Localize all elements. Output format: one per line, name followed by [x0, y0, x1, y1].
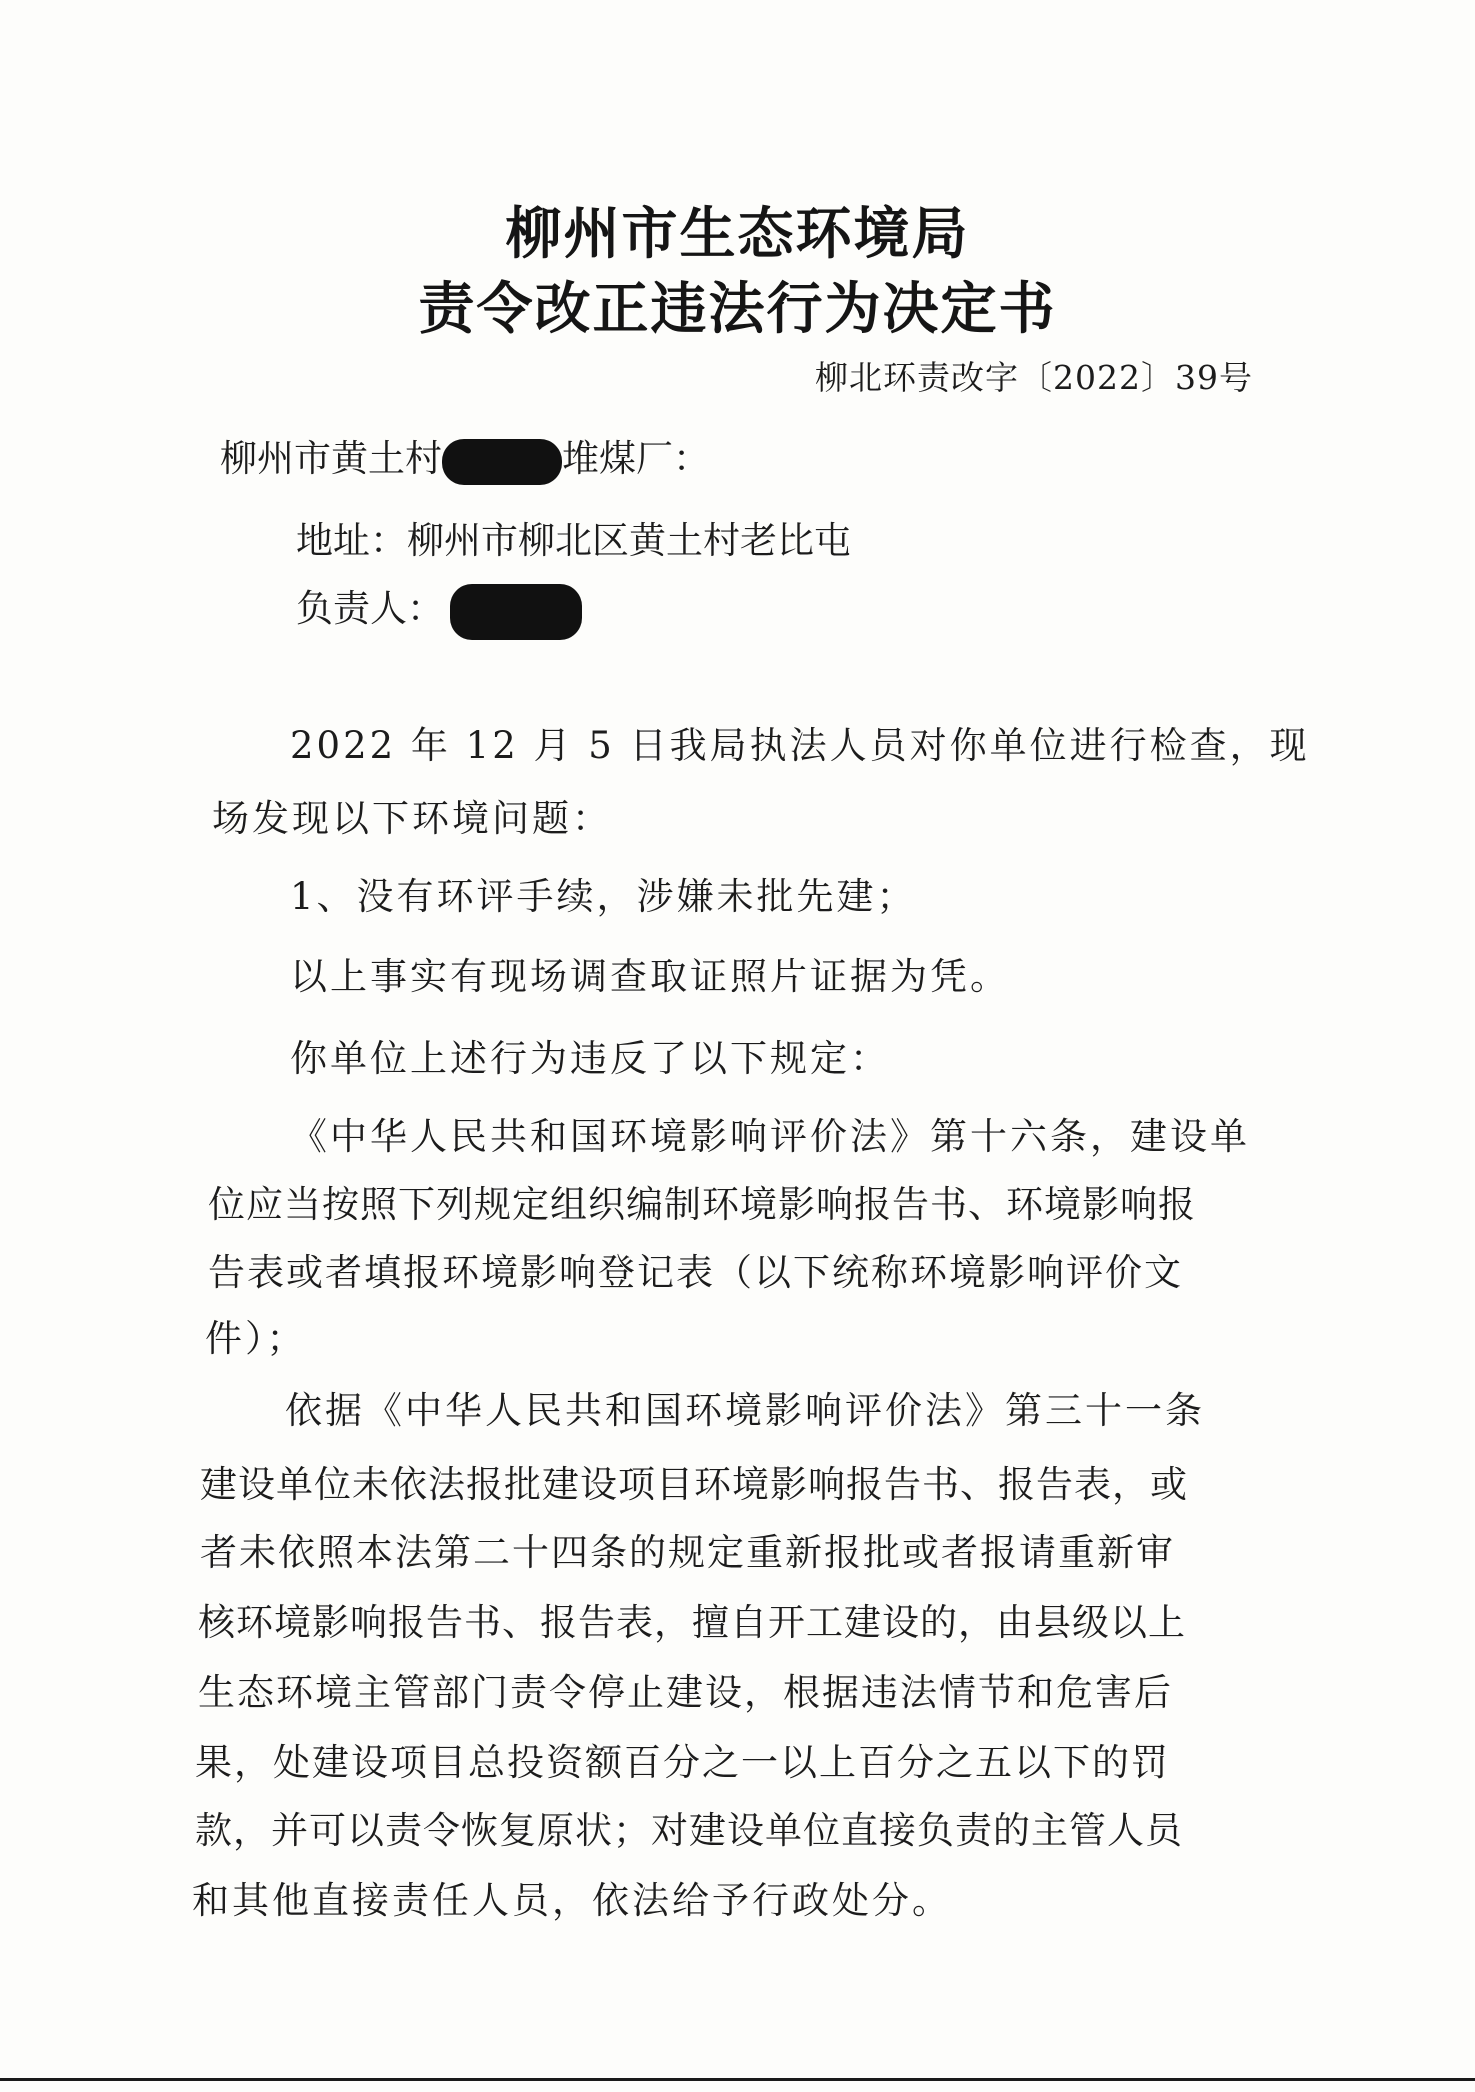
recipient-line: [220, 428, 710, 485]
body-line-9: 件）；: [205, 1317, 307, 1360]
scan-edge-line: [0, 2078, 1475, 2081]
body-line-15: 果，处建设项目总投资额百分之一以上百分之五以下的罚: [195, 1741, 1170, 1784]
body-line-6: 《中华人民共和国环境影响评价法》第十六条，建设单: [290, 1115, 1250, 1158]
body-line-12: 者未依照本法第二十四条的规定重新报批或者报请重新审: [200, 1531, 1175, 1574]
body-line-3: 1、没有环评手续，涉嫌未批先建；: [290, 875, 917, 918]
body-line-14: 生态环境主管部门责令停止建设，根据违法情节和危害后: [198, 1671, 1173, 1714]
document-number: 柳北环责改字〔2022〕39号: [815, 358, 1253, 397]
body-line-7: 位应当按照下列规定组织编制环境影响报告书、环境影响报: [208, 1183, 1196, 1226]
redaction-mark: [450, 584, 582, 640]
body-line-13: 核环境影响报告书、报告表，擅自开工建设的，由县级以上: [198, 1601, 1186, 1644]
title-line-1: 柳州市生态环境局: [505, 201, 970, 267]
body-line-10: 依据《中华人民共和国环境影响评价法》第三十一条: [285, 1389, 1205, 1432]
body-line-17: 和其他直接责任人员，依法给予行政处分。: [192, 1879, 952, 1922]
body-line-5: 你单位上述行为违反了以下规定：: [290, 1037, 890, 1080]
responsible-person-line: [296, 578, 582, 640]
body-line-2: 场发现以下环境问题：: [212, 797, 612, 840]
responsible-label: 负责人：: [296, 587, 444, 630]
body-line-4: 以上事实有现场调查取证照片证据为凭。: [290, 955, 1010, 998]
recipient-name-prefix: 柳州市黄土村: [220, 437, 442, 480]
redaction-mark: [442, 439, 562, 485]
recipient-name-suffix: 堆煤厂：: [562, 437, 710, 480]
title-line-2: 责令改正违法行为决定书: [418, 276, 1057, 342]
body-line-1: 2022 年 12 月 5 日我局执法人员对你单位进行检查，现: [290, 724, 1310, 767]
body-line-16: 款，并可以责令恢复原状；对建设单位直接负责的主管人员: [195, 1809, 1183, 1852]
body-line-8: 告表或者填报环境影响登记表（以下统称环境影响评价文: [208, 1251, 1183, 1294]
recipient-address: 地址：柳州市柳北区黄土村老比屯: [296, 519, 851, 562]
body-line-11: 建设单位未依法报批建设项目环境影响报告书、报告表，或: [200, 1463, 1188, 1506]
